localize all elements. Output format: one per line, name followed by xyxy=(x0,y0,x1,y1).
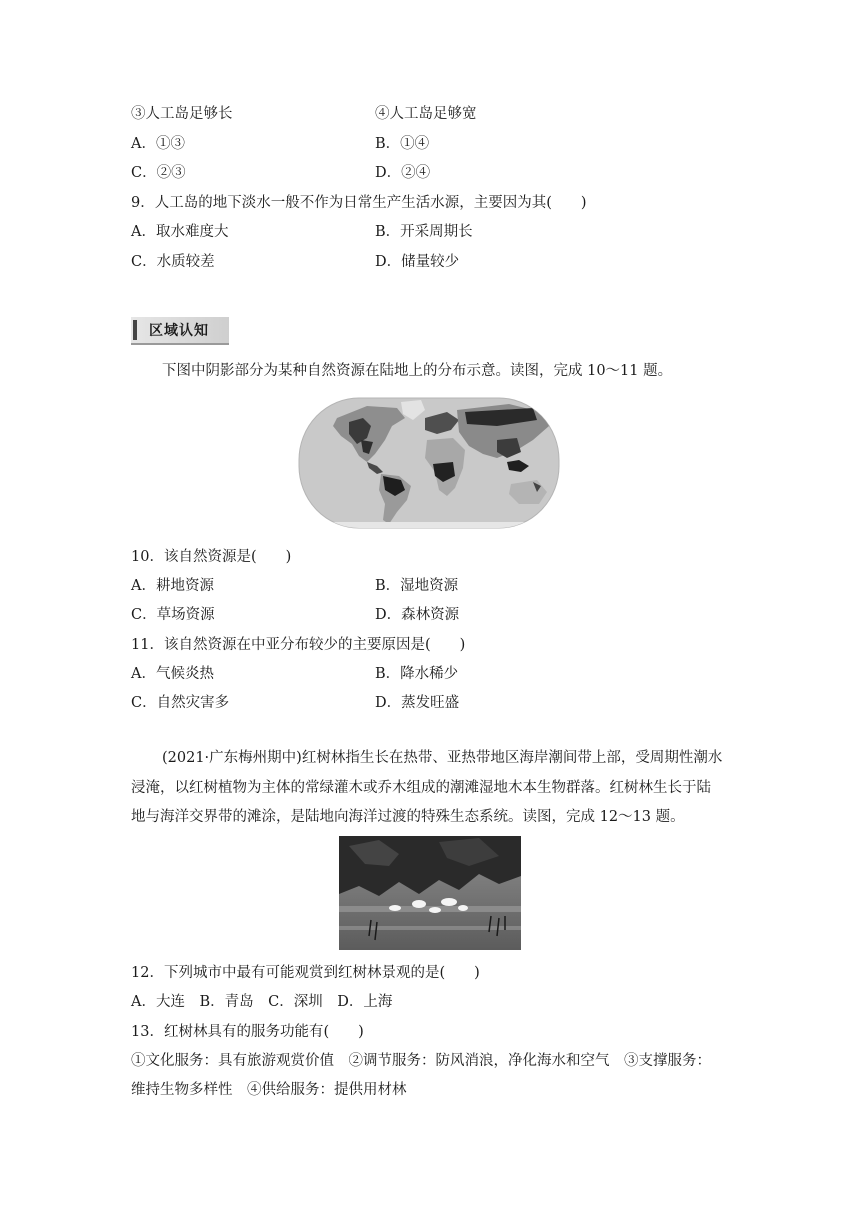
mangrove-photo xyxy=(339,836,521,950)
q9-choice-c: C．水质较差 xyxy=(131,254,215,270)
q8-choice-a: A．①③ xyxy=(131,136,185,152)
world-map-figure xyxy=(297,396,561,530)
q9-choice-a: A．取水难度大 xyxy=(131,224,229,240)
q13-options-line-1: ①文化服务：具有旅游观赏价值 ②调节服务：防风消浪，净化海水和空气 ③支撑服务： xyxy=(131,1053,711,1069)
section-marker-icon xyxy=(133,320,137,340)
intro-paragraph-1: 下图中阴影部分为某种自然资源在陆地上的分布示意。读图，完成 10～11 题。 xyxy=(162,363,673,379)
q10-choice-a: A．耕地资源 xyxy=(131,578,214,594)
intro-paragraph-2-line-3: 地与海洋交界带的滩涂，是陆地向海洋过渡的特殊生态系统。读图，完成 12～13 题。 xyxy=(131,809,685,825)
world-map-icon xyxy=(297,396,561,530)
q13-options-line-2: 维持生物多样性 ④供给服务：提供用材林 xyxy=(131,1082,407,1098)
q11-choice-a: A．气候炎热 xyxy=(131,666,214,682)
q8-choice-b: B．①④ xyxy=(375,136,430,152)
q10-choice-b: B．湿地资源 xyxy=(375,578,459,594)
q10-stem: 10．该自然资源是( ) xyxy=(131,549,292,565)
section-heading xyxy=(131,317,229,345)
intro-paragraph-2-line-1: (2021·广东梅州期中)红树林指生长在热带、亚热带地区海岸潮间带上部，受周期性潮水 xyxy=(162,750,723,766)
q13-stem: 13．红树林具有的服务功能有( ) xyxy=(131,1024,364,1040)
q8-option-3: ③人工岛足够长 xyxy=(131,106,233,122)
q9-choice-b: B．开采周期长 xyxy=(375,224,473,240)
q12-stem: 12．下列城市中最有可能观赏到红树林景观的是( ) xyxy=(131,965,480,981)
q10-choice-d: D．森林资源 xyxy=(375,607,460,623)
q8-choice-d: D．②④ xyxy=(375,165,431,181)
section-title: 区域认知 xyxy=(149,323,209,339)
q9-choice-d: D．储量较少 xyxy=(375,254,460,270)
mangrove-photo-icon xyxy=(339,836,521,950)
q11-choice-d: D．蒸发旺盛 xyxy=(375,695,460,711)
q11-stem: 11．该自然资源在中亚分布较少的主要原因是( ) xyxy=(131,637,466,653)
q11-choice-c: C．自然灾害多 xyxy=(131,695,230,711)
q12-options: A．大连 B．青岛 C．深圳 D．上海 xyxy=(131,994,393,1010)
q9-stem: 9．人工岛的地下淡水一般不作为日常生产生活水源，主要因为其( ) xyxy=(131,195,587,211)
q8-choice-c: C．②③ xyxy=(131,165,186,181)
q10-choice-c: C．草场资源 xyxy=(131,607,215,623)
q8-option-4: ④人工岛足够宽 xyxy=(375,106,477,122)
intro-paragraph-2-line-2: 浸淹，以红树植物为主体的常绿灌木或乔木组成的潮滩湿地木本生物群落。红树林生长于陆 xyxy=(131,780,711,796)
q11-choice-b: B．降水稀少 xyxy=(375,666,459,682)
